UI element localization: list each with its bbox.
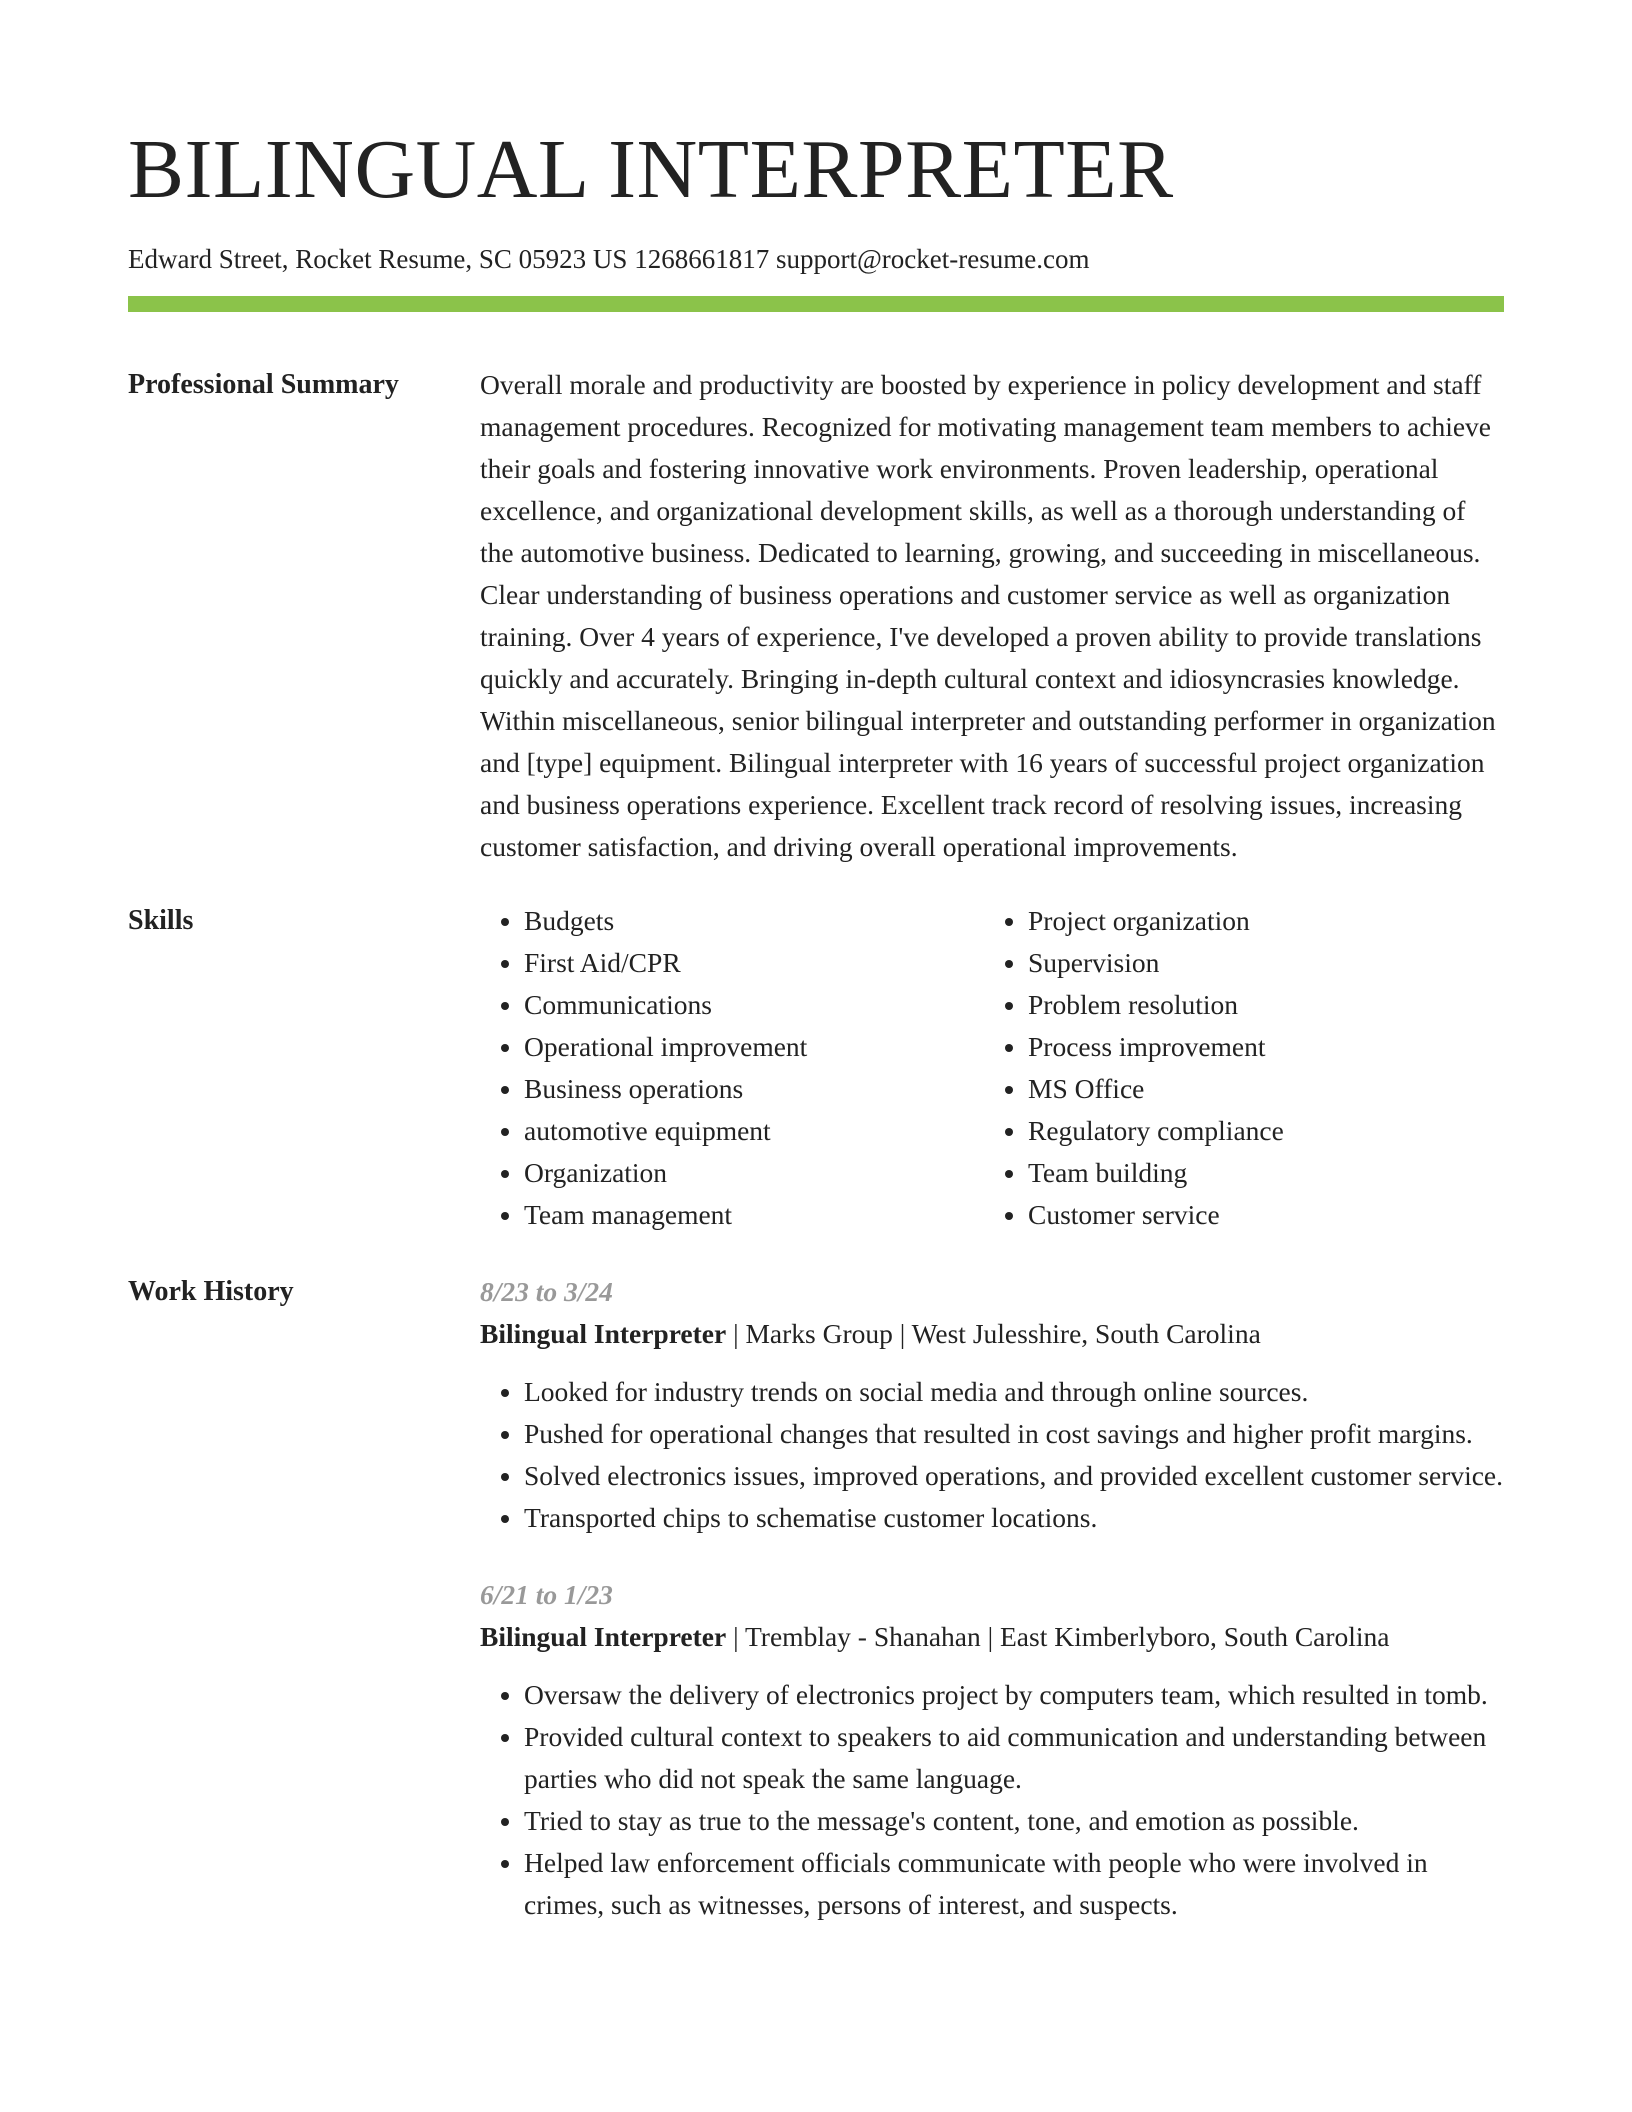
skill-item: • Supervision (1028, 942, 1488, 984)
skills-list-left (480, 900, 984, 1236)
skill-item: • Team management (524, 1194, 984, 1236)
job-bullet: • Oversaw the delivery of electronics project by computers team, which resulted in tomb. (524, 1674, 1504, 1716)
skill-item: • Organization (524, 1152, 984, 1194)
professional-summary-section (128, 364, 1504, 868)
candidate-name: BILINGUAL INTERPRETER (128, 123, 1174, 216)
job-role: Bilingual Interpreter (480, 1621, 727, 1652)
job-bullet: • Helped law enforcement officials communicate with people who were involved in crimes, such as witnesses, persons of interest, and suspects. (524, 1842, 1504, 1926)
skill-item: • Budgets (524, 900, 984, 942)
section-label-summary: Professional Summary (128, 369, 399, 400)
job-role: Bilingual Interpreter (480, 1318, 727, 1349)
job-bullet: • Pushed for operational changes that resulted in cost savings and higher profit margins. (524, 1413, 1504, 1455)
job-dates: 8/23 to 3/24 (480, 1276, 613, 1307)
job-entry (480, 1271, 1504, 1539)
skill-item: • automotive equipment (524, 1110, 984, 1152)
skill-item: • MS Office (1028, 1068, 1488, 1110)
contact-line: Edward Street, Rocket Resume, SC 05923 US 1268661817 support@rocket-resume.com (128, 244, 1090, 274)
job-bullet: • Solved electronics issues, improved operations, and provided excellent customer service. (524, 1455, 1504, 1497)
skill-item: • Team building (1028, 1152, 1488, 1194)
skill-item: • First Aid/CPR (524, 942, 984, 984)
skill-item: • Operational improvement (524, 1026, 984, 1068)
skill-item: • Customer service (1028, 1194, 1488, 1236)
job-entry (480, 1574, 1504, 1926)
skill-item: • Communications (524, 984, 984, 1026)
job-bullet: • Tried to stay as true to the message's content, tone, and emotion as possible. (524, 1800, 1504, 1842)
skill-item: • Regulatory compliance (1028, 1110, 1488, 1152)
job-bullet: • Provided cultural context to speakers to aid communication and understanding between parties who did not speak the same language. (524, 1716, 1504, 1800)
job-title-line (480, 1313, 1504, 1355)
job-bullets (480, 1674, 1504, 1926)
section-label-work: Work History (128, 1276, 294, 1307)
job-details: | Marks Group | West Julesshire, South Carolina (726, 1318, 1261, 1349)
work-history-section (128, 1271, 1504, 1961)
skills-section (128, 900, 1504, 1236)
skill-item: • Process improvement (1028, 1026, 1488, 1068)
resume-page (128, 0, 1504, 1961)
section-label-skills: Skills (128, 905, 194, 936)
job-dates: 6/21 to 1/23 (480, 1579, 613, 1610)
job-title-line (480, 1616, 1504, 1658)
skill-item: • Business operations (524, 1068, 984, 1110)
job-details: | Tremblay - Shanahan | East Kimberlyboro, South Carolina (726, 1621, 1390, 1652)
skills-list-right (984, 900, 1488, 1236)
header-divider (128, 296, 1504, 312)
summary-text: Overall morale and productivity are boosted by experience in policy development and staff management procedures. Recognized for motivating management team members to achieve their goals and fostering innovative work environments. Proven leadership, operational excellence, and organizational development skills, as well as a thorough understanding of the automotive business. Dedicated to learning, growing, and succeeding in miscellaneous. Clear understanding of business operations and customer service as well as organization training. Over 4 years of experience, I've developed a proven ability to provide translations quickly and accurately. Bringing in-depth cultural context and idiosyncrasies knowledge. Within miscellaneous, senior bilingual interpreter and outstanding performer in organization and [type] equipment. Bilingual interpreter with 16 years of successful project organization and business operations experience. Excellent track record of resolving issues, increasing customer satisfaction, and driving overall operational improvements. (480, 369, 1496, 862)
job-bullet: • Looked for industry trends on social media and through online sources. (524, 1371, 1504, 1413)
job-bullets (480, 1371, 1504, 1539)
job-bullet: • Transported chips to schematise customer locations. (524, 1497, 1504, 1539)
skill-item: • Project organization (1028, 900, 1488, 942)
skill-item: • Problem resolution (1028, 984, 1488, 1026)
